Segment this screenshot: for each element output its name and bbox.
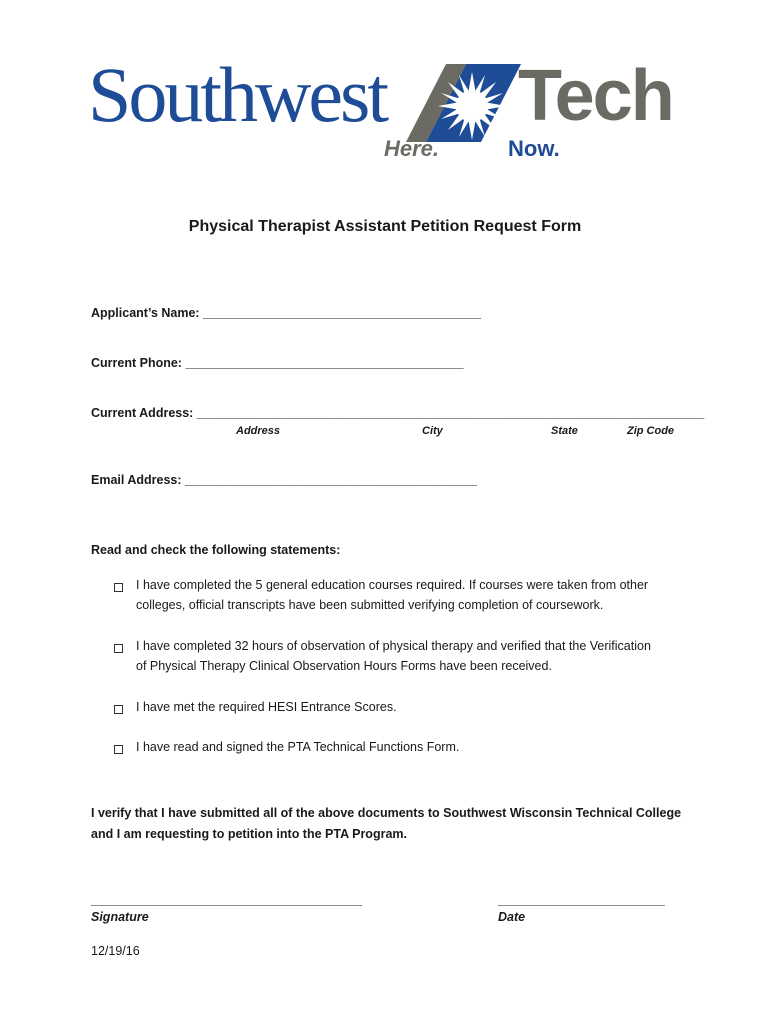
checkbox-icon — [114, 644, 123, 653]
statement-text-4: I have read and signed the PTA Technical Functions Form. — [136, 740, 460, 754]
city-label: City — [422, 425, 443, 437]
statement-checkbox-4[interactable] — [114, 741, 123, 759]
verification-line-1: I verify that I have submitted all of the above documents to Southwest Wisconsin Technical College — [91, 806, 682, 820]
email-address-field[interactable]: Email Address: __________________________________________ — [91, 473, 477, 487]
statement-text-2 — [136, 636, 651, 676]
logo-southwest-text: Southwest — [88, 51, 387, 138]
current-phone-field[interactable]: Current Phone: ________________________________________ — [91, 356, 464, 370]
zip-code-label: Zip Code — [627, 425, 675, 437]
applicant-name-field[interactable]: Applicant’s Name: ________________________________________ — [91, 306, 482, 320]
signature-label: Signature — [91, 910, 149, 924]
statement-text-1 — [136, 575, 648, 615]
southwest-tech-logo — [88, 52, 680, 172]
logo-tech-text: Tech — [518, 56, 673, 136]
statement-1-line-2: colleges, official transcripts have been submitted verifying completion of coursework. — [136, 598, 604, 612]
signature-field[interactable]: _______________________________________ — [91, 893, 363, 907]
logo-tagline-here: Here. — [384, 136, 440, 161]
verification-statement — [91, 803, 691, 845]
form-title: Physical Therapist Assistant Petition Request Form — [188, 218, 582, 235]
address-label: Address — [236, 425, 281, 437]
statement-2-line-2: of Physical Therapy Clinical Observation Hours Forms have been received. — [136, 659, 552, 673]
checkbox-icon — [114, 583, 123, 592]
statement-1-line-1: I have completed the 5 general education courses required. If courses were taken from other — [136, 578, 649, 592]
verification-line-2: and I am requesting to petition into the PTA Program. — [91, 827, 407, 841]
checkbox-icon — [114, 745, 123, 754]
current-address-field[interactable]: Current Address: _________________________________________________________________________ — [91, 406, 705, 420]
read-statements-heading: Read and check the following statements: — [91, 543, 341, 557]
date-label: Date — [498, 910, 526, 924]
date-field[interactable]: ________________________ — [498, 893, 665, 907]
logo-tagline-now: Now. — [508, 136, 560, 161]
statement-checkbox-2[interactable] — [114, 640, 123, 658]
state-label: State — [551, 425, 578, 437]
statement-checkbox-1[interactable] — [114, 579, 123, 597]
checkbox-icon — [114, 705, 123, 714]
statement-text-3: I have met the required HESI Entrance Scores. — [136, 700, 397, 714]
statement-checkbox-3[interactable] — [114, 701, 123, 719]
revision-date: 12/19/16 — [91, 944, 140, 958]
statement-2-line-1: I have completed 32 hours of observation of physical therapy and verified that the Verification — [136, 639, 651, 653]
